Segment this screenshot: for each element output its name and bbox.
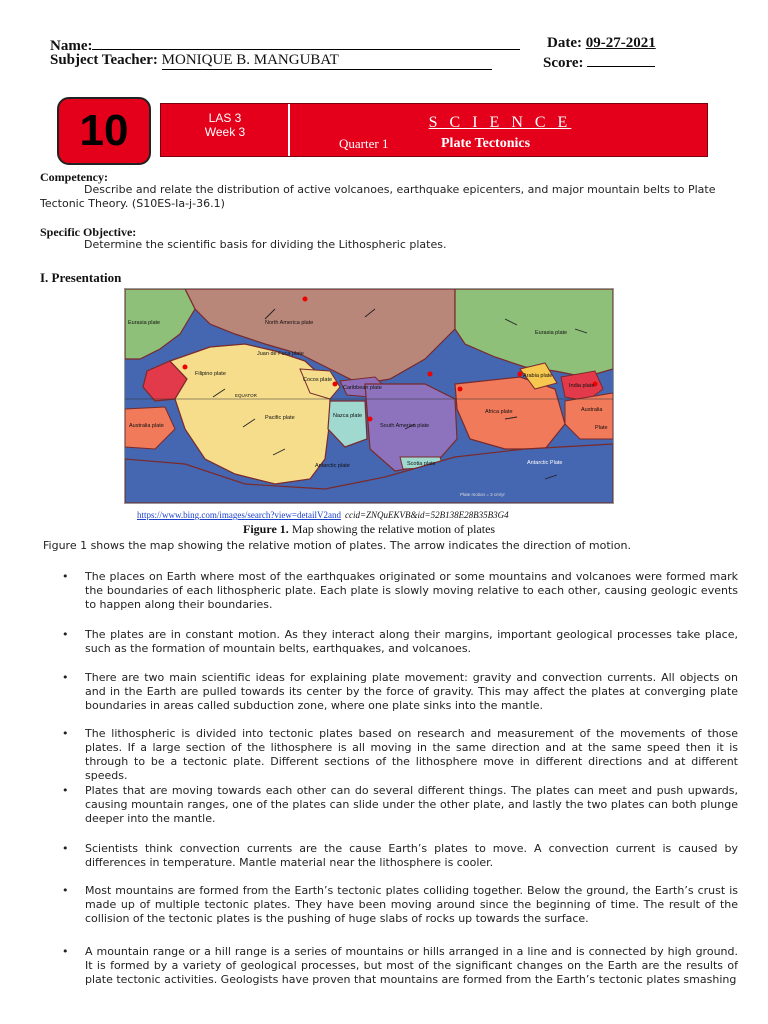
objective-label: Specific Objective: (40, 225, 137, 239)
figure-intro: Figure 1 shows the map showing the relative motion of plates. The arrow indicates the direction of motion. (43, 539, 631, 552)
date-value: 09-27-2021 (585, 35, 656, 51)
subject-title: S C I E N C E (428, 114, 572, 131)
date-label: Date: (547, 35, 582, 51)
map-label-south-america: South America plate (380, 423, 430, 429)
map-label-caribbean: Caribbean plate (343, 385, 382, 391)
map-label-arabia: Arabia plate (523, 373, 553, 379)
plate-map-image (124, 288, 614, 504)
map-label-eurasia-left: Eurasia plate (128, 320, 161, 326)
bullet-text: There are two main scientific ideas for explaining plate movement: gravity and convection currents. All objects on and in the Earth are pulled towards its center by the force of gravity. This may affect the plates at converging plate boundaries in areas called subduction zone, where one plate sinks into the mantle. (85, 671, 738, 712)
name-label: Name: (50, 38, 93, 54)
map-label-juan-de-fuca: Juan de Fuca plate (257, 351, 304, 357)
source-rest: ccid=ZNQuEKVB&id=52B138E28B35B3G4 (344, 510, 509, 520)
date-row (547, 35, 656, 52)
source-link[interactable]: https://www.bing.com/images/search?view=detailV2and (137, 510, 341, 520)
list-item (62, 628, 738, 656)
grade-badge: 10 (57, 97, 151, 165)
map-label-pacific: Pacific plate (265, 415, 295, 421)
topic-label: Plate Tectonics (441, 136, 531, 151)
objective-text: Determine the scientific basis for dividing the Lithospheric plates. (84, 238, 447, 251)
bullet-dot: • (62, 884, 69, 897)
quarter-label: Quarter 1 (339, 136, 389, 151)
bullet-dot: • (62, 570, 69, 583)
bullet-dot: • (62, 784, 69, 797)
list-item (62, 727, 738, 783)
map-label-equator: EQUATOR (235, 393, 257, 398)
bullet-dot: • (62, 945, 69, 958)
bullet-dot: • (62, 727, 69, 740)
competency-text: Describe and relate the distribution of active volcanoes, earthquake epicenters, and major mountain belts to Plate Tectonic Theory. (S10ES-Ia-j-36.1) (40, 183, 716, 210)
map-label-africa: Africa plate (485, 409, 513, 415)
score-label: Score: (543, 55, 584, 71)
week-number: Week 3 (204, 125, 246, 139)
map-scale-label: Plate motion = 3 cm/yr (460, 492, 505, 497)
source-line (137, 505, 509, 523)
competency-label: Competency: (40, 170, 108, 184)
score-line[interactable] (587, 52, 655, 67)
bullet-text: The lithospheric is divided into tectonic plates based on research and measurement of the movements of those plates. If a large section of the lithosphere is all moving in the same direction and at the same speed then it is through to be a tectonic plate. Different sections of the lithosphere move in different directions and at different speeds. (85, 727, 738, 782)
list-item (62, 945, 738, 987)
bullet-text: A mountain range or a hill range is a series of mountains or hills arranged in a line and is connected by high ground. It is formed by a variety of geological processes, but most of the significant changes on the Earth are the results of plate tectonic activities. Geologists have proven that mountains are formed from the Earth’s tectonic plates smashing (85, 945, 738, 986)
score-row (543, 52, 655, 72)
map-label-cocos: Cocos plate (303, 377, 333, 383)
teacher-label: Subject Teacher: (50, 52, 158, 68)
las-block (161, 111, 289, 139)
plate-map-svg (125, 289, 613, 503)
list-item (62, 570, 738, 612)
list-item (62, 784, 738, 826)
bullet-text: The plates are in constant motion. As they interact along their margins, important geological processes take place, such as the formation of mountain belts, earthquakes, and volcanoes. (85, 628, 738, 655)
map-label-filipino: Filipino plate (195, 371, 226, 377)
lesson-banner (160, 103, 708, 157)
figure-label: Figure 1. (243, 522, 289, 536)
bullet-text: Plates that are moving towards each other can do several different things. The plates can meet and push upwards, causing mountain ranges, one of the plates can slide under the other plate, and lastly the two plates can both plunge deeper into the mantle. (85, 784, 738, 825)
map-label-nazca: Nazca plate (333, 413, 363, 419)
bullet-dot: • (62, 842, 69, 855)
bullet-text: The places on Earth where most of the earthquakes originated or some mountains and volcanoes were formed mark the boundaries of each lithospheric plate. Each plate is slowly moving relative to each other, causing geologic events to happen along their boundaries. (85, 570, 738, 611)
map-label-plate-right: Plate (595, 425, 608, 431)
list-item (62, 842, 738, 870)
bullet-text: Most mountains are formed from the Earth’s tectonic plates colliding together. Below the ground, the Earth’s crust is made up of multiple tectonic plates. They have been moving around since the beginning of time. The result of the collision of the tectonic plates is the pushing of huge slabs of rocks up towards the surface. (85, 884, 738, 925)
map-label-north-america: North America plate (265, 320, 314, 326)
map-label-antarctic-left: Antarctic plate (315, 463, 350, 469)
map-label-india: India plate (569, 383, 595, 389)
map-label-antarctic-right: Antarctic Plate (527, 460, 563, 466)
figure-caption-text: Map showing the relative motion of plates (291, 522, 496, 536)
map-label-australia-right: Australia (581, 407, 603, 413)
map-label-eurasia-right: Eurasia plate (535, 330, 568, 336)
teacher-value: MONIQUE B. MANGUBAT (162, 52, 492, 70)
figure-caption (243, 522, 495, 537)
list-item (62, 671, 738, 713)
las-number: LAS 3 (208, 111, 242, 125)
map-label-scotia: Scotia plate (407, 461, 436, 467)
map-label-australia-left: Australia plate (129, 423, 164, 429)
bullet-text: Scientists think convection currents are the cause Earth’s plates to move. A convection current is caused by differences in temperature. Mantle material near the lithosphere is cooler. (85, 842, 738, 869)
name-line[interactable] (92, 35, 520, 50)
list-item (62, 884, 738, 926)
bullet-dot: • (62, 671, 69, 684)
section-title: I. Presentation (40, 270, 122, 285)
bullet-dot: • (62, 628, 69, 641)
teacher-row (50, 52, 492, 70)
